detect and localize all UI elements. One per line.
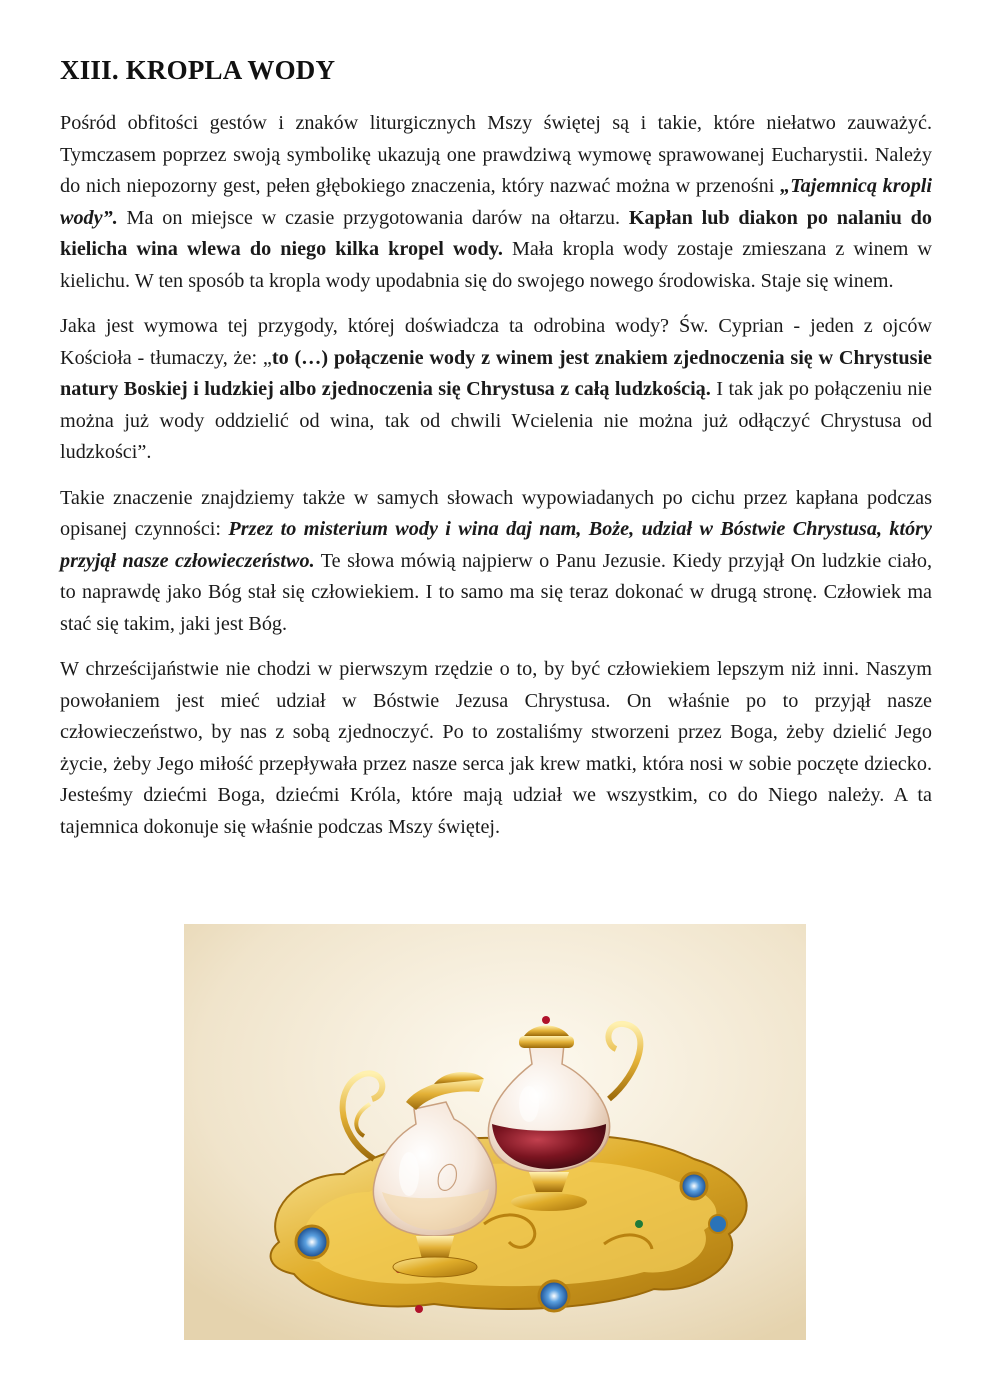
p1-text-2: Ma on miejsce w czasie przygotowania darów na ołtarzu. [117, 206, 629, 229]
p3-text-2: Te słowa mówią najpierw o Panu Jezusie. Kiedy przyjął On ludzkie ciało, to naprawdę jako Bóg stał się człowiekiem. I to samo ma się teraz dokonać w drugą stronę. Człowiek ma stać się takim, jaki jest Bóg. [60, 549, 933, 635]
paragraph-3 [60, 483, 932, 641]
p2-bold-quote: to (…) połączenie wody z winem jest znakiem zjednoczenia się w Chrystusie natury Boskiej i ludzkiej albo zjednoczenia się Chrystusa z całą ludzkością. [60, 346, 933, 400]
cruets-photo [184, 924, 806, 1340]
p1-bold-italic-phrase: „Tajemnicą kropli wody”. [60, 175, 933, 229]
paragraph-1 [60, 108, 932, 297]
p2-text-1: Jaka jest wymowa tej przygody, której doświadcza ta odrobina wody? Św. Cyprian - jeden z ojców Kościoła - tłumaczy, że: „ [60, 315, 932, 369]
document-page [60, 55, 932, 857]
cruets-on-tray-image [184, 924, 806, 1340]
p1-text-3: Mała kropla wody zostaje zmieszana z winem w kielichu. W ten sposób ta kropla wody upodabnia się do swojego nowego środowiska. Staje się winem. [60, 238, 932, 292]
p3-bold-italic-prayer: Przez to misterium wody i wina daj nam, Boże, udział w Bóstwie Chrystusa, który przyjął nasze człowieczeństwo. [60, 518, 932, 572]
paragraph-2 [60, 311, 932, 469]
p4-text-1: W chrześcijaństwie nie chodzi w pierwszym rzędzie o to, by być człowiekiem lepszym niż inni. Naszym powołaniem jest mieć udział w Bóstwie Jezusa Chrystusa. On właśnie po to przyjął nasze człowieczeństwo, by nas z sobą zjednoczyć. Po to zostaliśmy stworzeni przez Boga, żeby dzielić Jego życie, żeby Jego miłość przepływała przez nasze serca jak krew matki, która nosi w sobie poczęte dziecko. Jesteśmy dziećmi Boga, dziećmi Króla, które mają udział we wszystkim, co do Niego należy. A ta tajemnica dokonuje się właśnie podczas Mszy świętej. [60, 658, 932, 838]
paragraph-4 [60, 654, 932, 843]
p1-bold-sentence: Kapłan lub diakon po nalaniu do kielicha wina wlewa do niego kilka kropel wody. [60, 206, 933, 260]
p1-text-1: Pośród obfitości gestów i znaków liturgicznych Mszy świętej są i takie, które niełatwo zauważyć. Tymczasem poprzez swoją symbolikę ukazują one prawdziwą wymowę sprawowanej Eucharystii. Należy do nich niepozorny gest, pełen głębokiego znaczenia, który nazwać można w przenośni [60, 112, 932, 197]
chapter-title: XIII. KROPLA WODY [60, 55, 336, 85]
p3-text-1: Takie znaczenie znajdziemy także w samych słowach wypowiadanych po cichu przez kapłana podczas opisanej czynności: [60, 486, 932, 540]
p2-text-2: I tak jak po połączeniu nie można już wody oddzielić od wina, tak od chwili Wcielenia nie można już odłączyć Chrystusa od ludzkości”. [60, 378, 932, 463]
